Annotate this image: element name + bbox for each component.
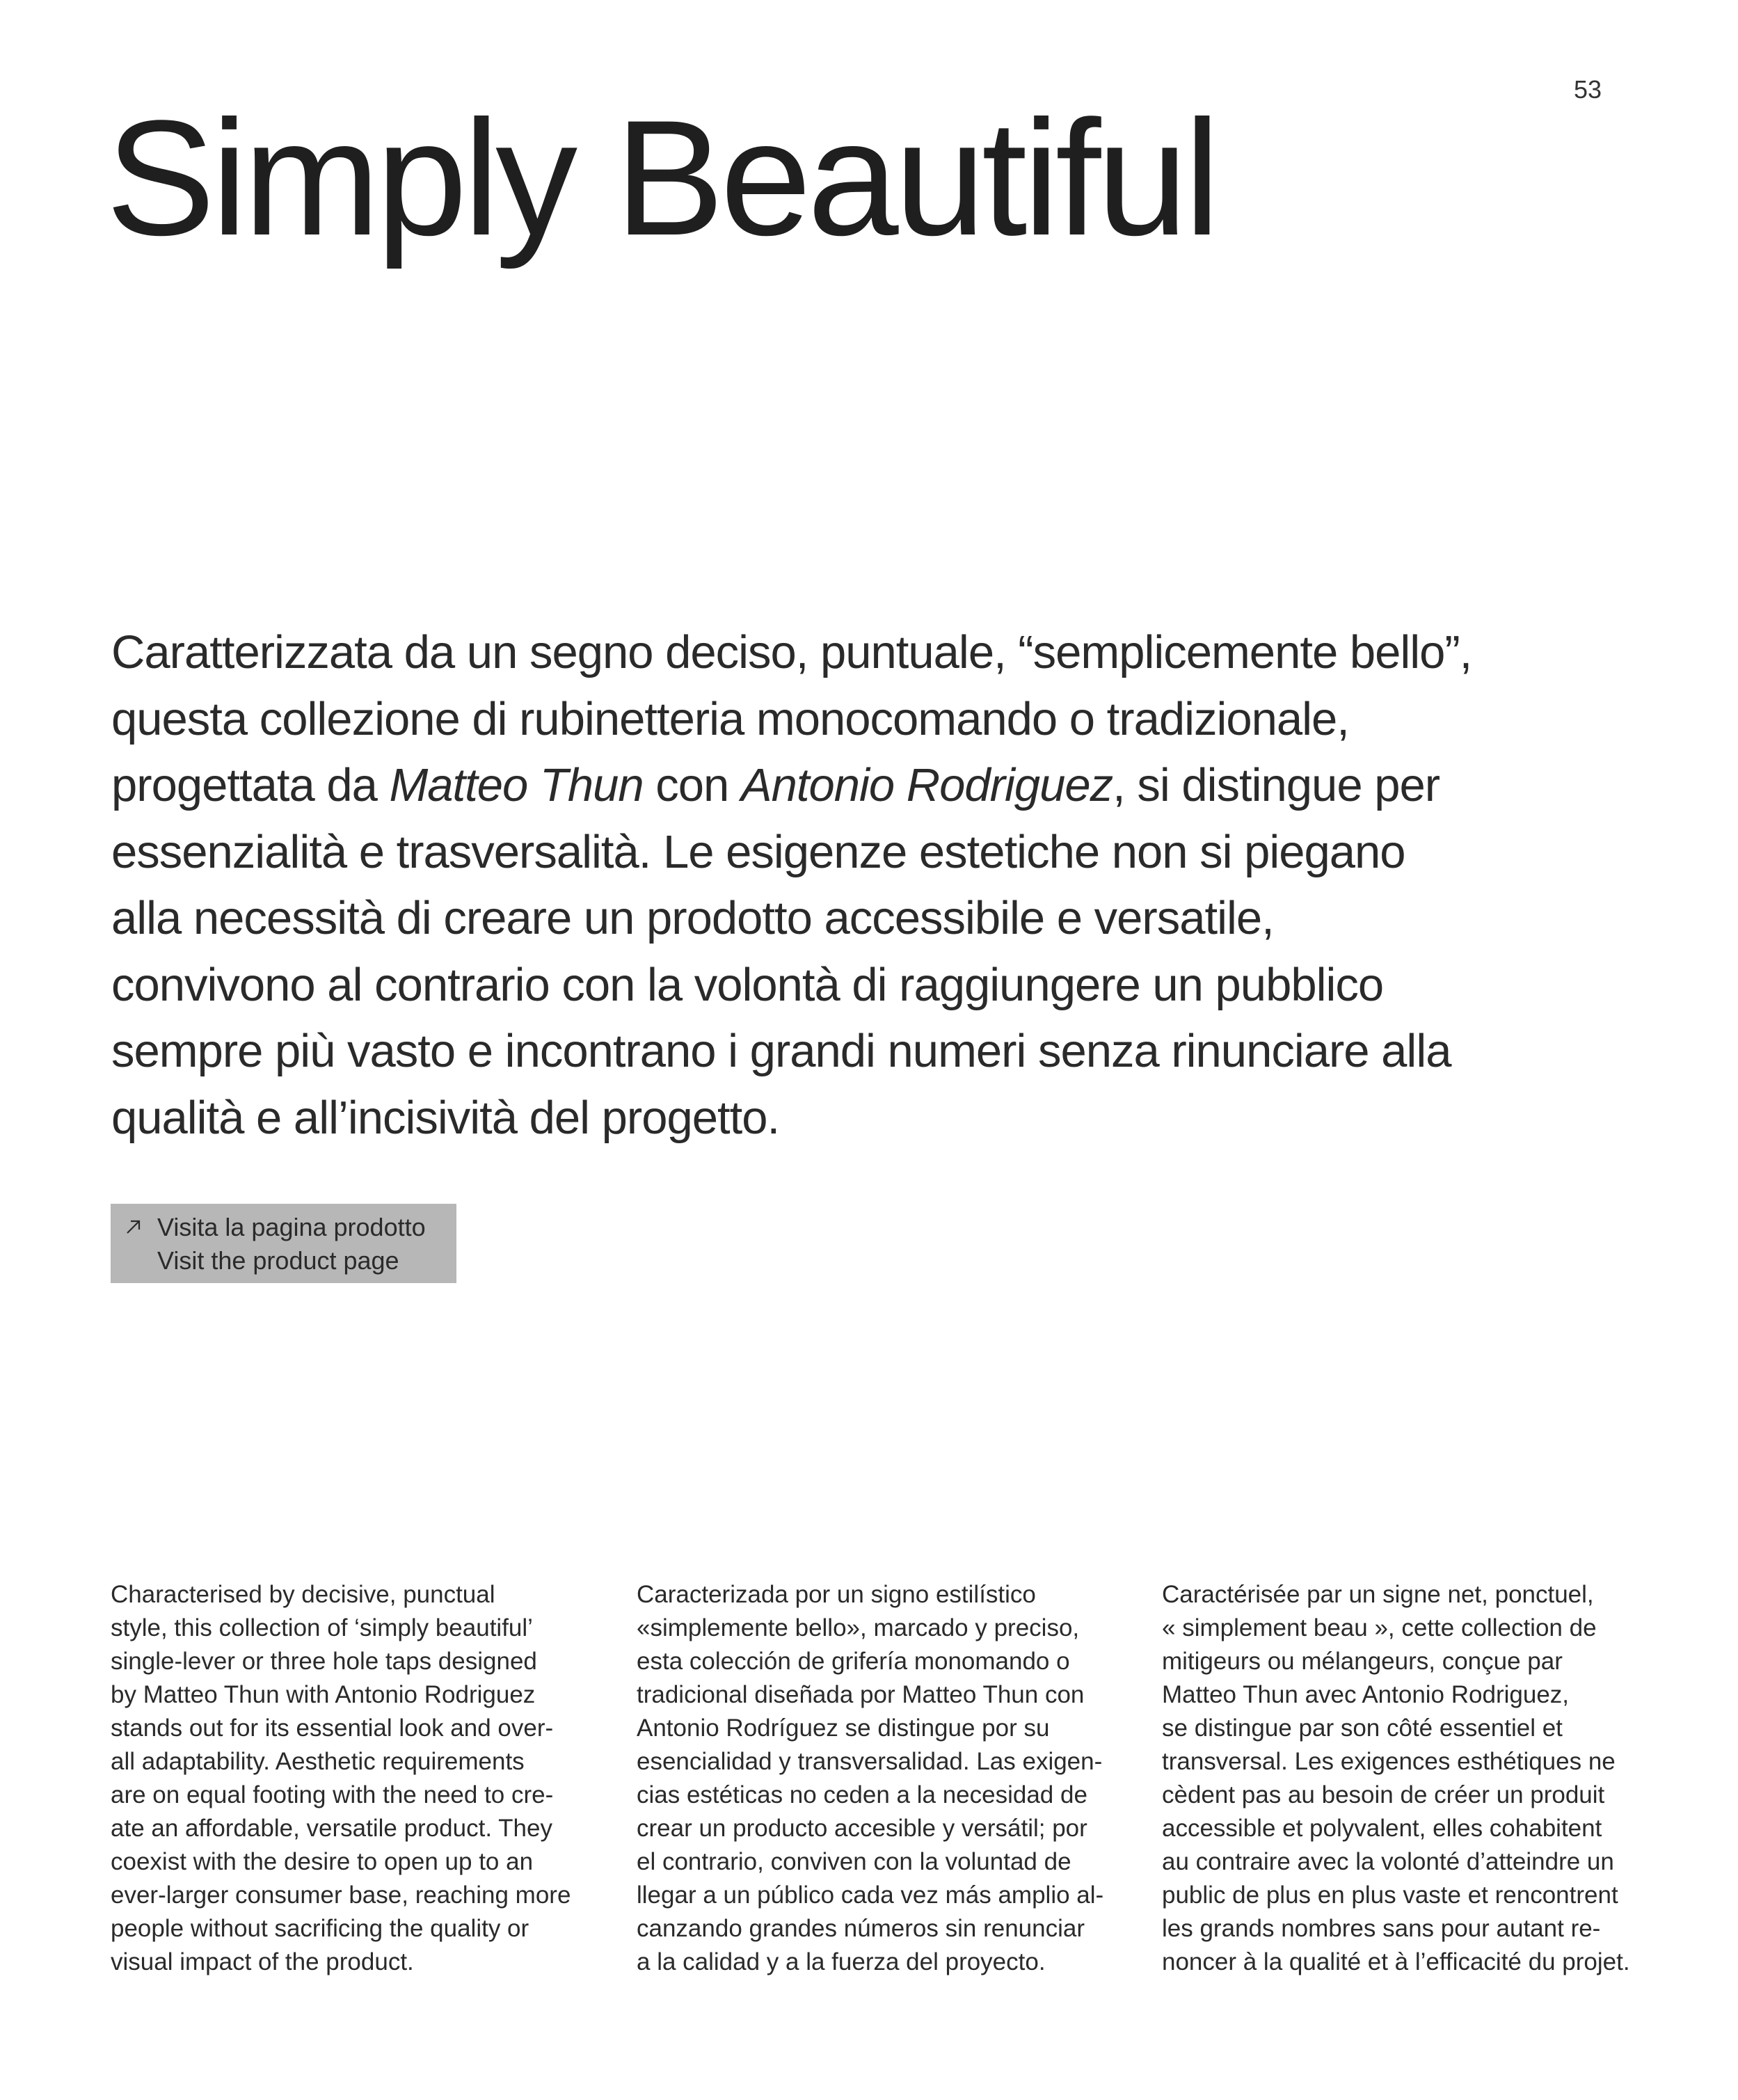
text-line: «simplemente bello», marcado y preciso, <box>637 1614 1080 1641</box>
lead-paragraph <box>111 619 1600 1151</box>
text-line: a la calidad y a la fuerza del proyecto. <box>637 1948 1046 1975</box>
text-line: esta colección de grifería monomando o <box>637 1648 1070 1675</box>
designer-name: Matteo Thun <box>389 759 644 811</box>
text-line: noncer à la qualité et à l’efficacité du projet. <box>1162 1948 1630 1975</box>
text-line: Caracterizada por un signo estilístico <box>637 1581 1036 1608</box>
text-line: transversal. Les exigences esthétiques ne <box>1162 1748 1616 1775</box>
text-line: llegar a un público cada vez más amplio al- <box>637 1882 1104 1909</box>
text-line: public de plus en plus vaste et rencontrent <box>1162 1882 1618 1909</box>
text-line: are on equal footing with the need to cre- <box>111 1781 554 1808</box>
text-line: Antonio Rodríguez se distingue por su <box>637 1715 1050 1742</box>
spanish-column <box>637 1578 1138 1979</box>
text-line: Matteo Thun avec Antonio Rodriguez, <box>1162 1681 1570 1708</box>
page-title: Simply Beautiful <box>106 86 1217 270</box>
text-line: se distingue par son côté essentiel et <box>1162 1715 1563 1742</box>
text-line: el contrario, conviven con la voluntad de <box>637 1848 1071 1875</box>
lead-line: essenzialità e trasversalità. Le esigenze estetiche non si piegano <box>111 825 1405 878</box>
lead-text: con <box>643 759 741 811</box>
text-line: cias estéticas no ceden a la necesidad de <box>637 1781 1087 1808</box>
product-link-label-en: Visit the product page <box>157 1246 399 1275</box>
lead-line: qualità e all’incisività del progetto. <box>111 1091 780 1144</box>
text-line: cèdent pas au besoin de créer un produit <box>1162 1781 1605 1808</box>
text-line: people without sacrificing the quality or <box>111 1915 529 1942</box>
product-link-label-it: Visita la pagina prodotto <box>157 1213 426 1241</box>
lead-line: questa collezione di rubinetteria monocomando o tradizionale, <box>111 692 1349 745</box>
text-line: crear un producto accesible y versátil; por <box>637 1815 1087 1842</box>
text-line: ever-larger consumer base, reaching more <box>111 1882 571 1909</box>
text-line: accessible et polyvalent, elles cohabitent <box>1162 1815 1602 1842</box>
lead-line: alla necessità di creare un prodotto accessibile e versatile, <box>111 892 1274 944</box>
text-line: canzando grandes números sin renunciar <box>637 1915 1085 1942</box>
text-line: Characterised by decisive, punctual <box>111 1581 495 1608</box>
lead-line: convivono al contrario con la volontà di raggiungere un pubblico <box>111 958 1384 1011</box>
text-line: ate an affordable, versatile product. They <box>111 1815 552 1842</box>
text-line: by Matteo Thun with Antonio Rodriguez <box>111 1681 536 1708</box>
text-line: Caractérisée par un signe net, ponctuel, <box>1162 1581 1594 1608</box>
lead-text: progettata da <box>111 759 390 811</box>
french-column <box>1162 1578 1663 1979</box>
text-line: tradicional diseñada por Matteo Thun con <box>637 1681 1085 1708</box>
english-column <box>111 1578 612 1979</box>
text-line: stands out for its essential look and over- <box>111 1715 554 1742</box>
arrow-up-right-icon <box>125 1218 143 1236</box>
text-line: coexist with the desire to open up to an <box>111 1848 534 1875</box>
page-number: 53 <box>1574 75 1602 104</box>
product-link-labels <box>157 1211 426 1278</box>
lead-line: sempre più vasto e incontrano i grandi numeri senza rinunciare alla <box>111 1025 1451 1077</box>
text-line: mitigeurs ou mélangeurs, conçue par <box>1162 1648 1563 1675</box>
text-line: esencialidad y transversalidad. Las exigen- <box>637 1748 1103 1775</box>
lead-line: Caratterizzata da un segno deciso, puntuale, “semplicemente bello”, <box>111 626 1472 678</box>
text-line: au contraire avec la volonté d’atteindre un <box>1162 1848 1614 1875</box>
product-page-link[interactable] <box>111 1204 456 1283</box>
lead-text: , si distingue per <box>1113 759 1440 811</box>
text-line: les grands nombres sans pour autant re- <box>1162 1915 1601 1942</box>
designer-name: Antonio Rodriguez <box>740 759 1113 811</box>
text-line: « simplement beau », cette collection de <box>1162 1614 1597 1641</box>
lead-line <box>111 752 1600 819</box>
text-line: single-lever or three hole taps designed <box>111 1648 537 1675</box>
text-line: all adaptability. Aesthetic requirements <box>111 1748 525 1775</box>
text-line: style, this collection of ‘simply beautiful’ <box>111 1614 533 1641</box>
text-line: visual impact of the product. <box>111 1948 414 1975</box>
